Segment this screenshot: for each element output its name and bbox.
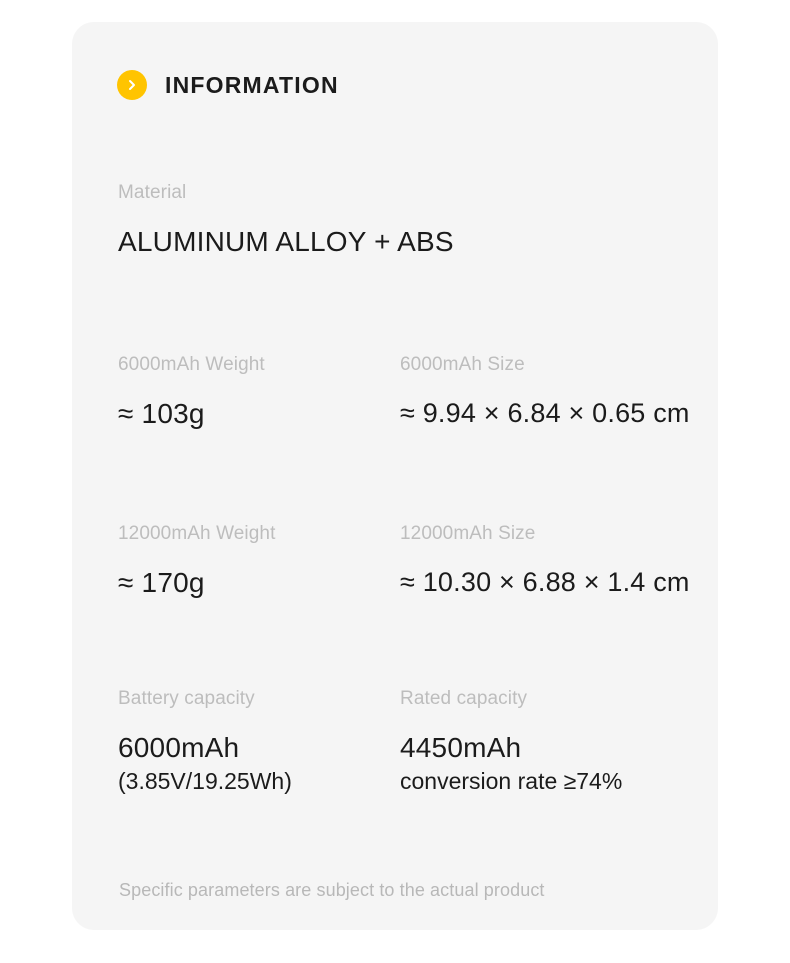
spec-battery-capacity (118, 688, 400, 795)
spec-rated-capacity-label: Rated capacity (400, 688, 528, 709)
card-header (117, 70, 339, 100)
spec-weight-6000-label: 6000mAh Weight (118, 354, 265, 375)
spec-size-12000-label: 12000mAh Size (400, 523, 536, 544)
spec-weight-12000-label: 12000mAh Weight (118, 523, 276, 544)
spec-size-12000 (400, 523, 690, 599)
spec-weight-6000-value: ≈ 103g (118, 398, 205, 429)
spec-rated-capacity-note: conversion rate ≥74% (400, 768, 623, 794)
spec-row-6000 (118, 354, 690, 430)
spec-battery-capacity-note: (3.85V/19.25Wh) (118, 768, 292, 794)
spec-rated-capacity (400, 688, 678, 795)
spec-row-12000 (118, 523, 690, 599)
information-card (72, 22, 718, 930)
page-title: INFORMATION (165, 71, 339, 98)
spec-weight-6000 (118, 354, 400, 430)
spec-size-6000-value: ≈ 9.94 × 6.84 × 0.65 cm (400, 398, 690, 428)
spec-size-6000-label: 6000mAh Size (400, 354, 525, 375)
spec-size-12000-value: ≈ 10.30 × 6.88 × 1.4 cm (400, 567, 690, 597)
spec-rated-capacity-value: 4450mAh (400, 732, 522, 763)
spec-size-6000 (400, 354, 690, 430)
spec-material-value: ALUMINUM ALLOY + ABS (118, 226, 454, 257)
spec-weight-12000 (118, 523, 400, 599)
chevron-right-icon (117, 70, 147, 100)
spec-row-capacity (118, 688, 678, 795)
disclaimer-text: Specific parameters are subject to the actual product (119, 880, 545, 900)
spec-material-label: Material (118, 182, 187, 203)
spec-weight-12000-value: ≈ 170g (118, 567, 205, 598)
spec-battery-capacity-label: Battery capacity (118, 688, 255, 709)
spec-battery-capacity-value: 6000mAh (118, 732, 240, 763)
spec-material (118, 182, 454, 258)
